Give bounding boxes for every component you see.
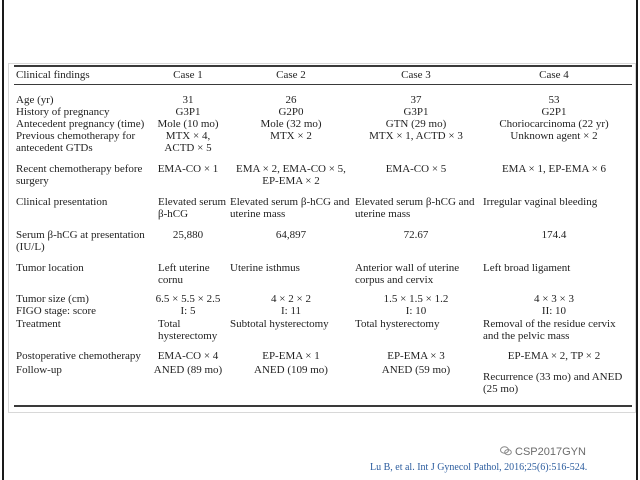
table-cell: EP-EMA × 2 xyxy=(262,175,320,187)
table-cell: Anterior wall of uterine xyxy=(355,262,460,274)
table-cell: EMA-CO × 5 xyxy=(385,163,447,175)
row-label: Postoperative chemotherapy xyxy=(16,350,141,362)
header-case-1: Case 1 xyxy=(173,69,203,81)
table-cell: ANED (109 mo) xyxy=(254,364,328,376)
table-cell: EP-EMA × 3 xyxy=(387,350,445,362)
table-cell: Irregular vaginal bleeding xyxy=(483,196,598,208)
row-label: Antecedent pregnancy (time) xyxy=(16,118,145,130)
row-label: Follow-up xyxy=(16,364,62,376)
table-top-rule xyxy=(14,65,632,67)
table-cell: and the pelvic mass xyxy=(483,330,570,342)
row-label: Tumor size (cm) xyxy=(16,293,89,305)
header-clinical-findings: Clinical findings xyxy=(16,69,90,81)
table-cell: EMA × 2, EMA-CO × 5, xyxy=(236,163,346,175)
row-label: FIGO stage: score xyxy=(16,305,97,317)
table-cell: 25,880 xyxy=(172,229,204,241)
table-cell: MTX × 1, ACTD × 3 xyxy=(369,130,463,142)
table-cell: Elevated serum β-hCG and xyxy=(230,196,350,208)
header-case-4: Case 4 xyxy=(539,69,569,81)
table-cell: 26 xyxy=(285,94,297,106)
table-cell: Uterine isthmus xyxy=(230,262,300,274)
table-cell: (25 mo) xyxy=(483,383,519,395)
table-cell: Removal of the residue cervix xyxy=(483,318,616,330)
wechat-icon xyxy=(500,446,512,456)
slide-border-right xyxy=(636,0,638,480)
table-cell: G3P1 xyxy=(175,106,201,118)
slide-border-left xyxy=(2,0,4,480)
table-cell: corpus and cervix xyxy=(355,274,434,286)
table-header-rule xyxy=(14,84,632,85)
table-cell: MTX × 2 xyxy=(270,130,312,142)
table-cell: Total hysterectomy xyxy=(355,318,440,330)
table-cell: I: 11 xyxy=(280,305,302,317)
table-cell: Elevated serum β-hCG and xyxy=(355,196,475,208)
citation: Lu B, et al. Int J Gynecol Pathol, 2016;25(6):516-524. xyxy=(370,462,588,473)
row-label: Recent chemotherapy before xyxy=(16,163,143,175)
table-cell: Subtotal hysterectomy xyxy=(230,318,329,330)
table-cell: 31 xyxy=(182,94,194,106)
row-label: History of pregnancy xyxy=(16,106,110,118)
table-cell: 53 xyxy=(548,94,560,106)
table-cell: 4 × 2 × 2 xyxy=(271,293,311,305)
table-cell: Elevated serum xyxy=(158,196,227,208)
row-label: Previous chemotherapy for xyxy=(16,130,136,142)
table-cell: 4 × 3 × 3 xyxy=(534,293,574,305)
table-cell: EP-EMA × 1 xyxy=(262,350,320,362)
table-cell: Left broad ligament xyxy=(483,262,571,274)
table-cell: 6.5 × 5.5 × 2.5 xyxy=(155,293,221,305)
table-cell: Mole (10 mo) xyxy=(157,118,219,130)
row-label: Age (yr) xyxy=(16,94,54,106)
row-label: Serum β-hCG at presentation xyxy=(16,229,145,241)
table-cell: uterine mass xyxy=(230,208,286,220)
table-cell: EMA × 1, EP-EMA × 6 xyxy=(501,163,607,175)
table-cell: uterine mass xyxy=(355,208,411,220)
table-cell: Left uterine xyxy=(158,262,210,274)
table-cell: MTX × 4, xyxy=(165,130,211,142)
row-label: antecedent GTDs xyxy=(16,142,93,154)
table-cell: Recurrence (33 mo) and ANED xyxy=(483,371,623,383)
table-cell: Mole (32 mo) xyxy=(260,118,322,130)
table-cell: hysterectomy xyxy=(158,330,218,342)
table-cell: 174.4 xyxy=(541,229,567,241)
table-cell: G2P1 xyxy=(541,106,567,118)
row-label: (IU/L) xyxy=(16,241,45,253)
table-cell: 72.67 xyxy=(403,229,429,241)
table-cell: I: 10 xyxy=(405,305,427,317)
table-cell: G2P0 xyxy=(278,106,304,118)
table-cell: Total xyxy=(158,318,181,330)
table-cell: β-hCG xyxy=(158,208,189,220)
header-case-2: Case 2 xyxy=(276,69,306,81)
table-cell: 37 xyxy=(410,94,422,106)
watermark xyxy=(500,446,586,458)
table-cell: I: 5 xyxy=(180,305,196,317)
row-label: Clinical presentation xyxy=(16,196,108,208)
table-cell: 64,897 xyxy=(275,229,307,241)
row-label: Treatment xyxy=(16,318,61,330)
header-case-3: Case 3 xyxy=(401,69,431,81)
row-label: surgery xyxy=(16,175,49,187)
table-cell: EMA-CO × 4 xyxy=(157,350,219,362)
table-cell: 1.5 × 1.5 × 1.2 xyxy=(383,293,449,305)
table-cell: EP-EMA × 2, TP × 2 xyxy=(507,350,601,362)
table-cell: Choriocarcinoma (22 yr) xyxy=(499,118,609,130)
table-bottom-rule xyxy=(14,405,632,407)
table-cell: GTN (29 mo) xyxy=(385,118,447,130)
watermark-text: CSP2017GYN xyxy=(515,446,586,458)
table-cell: ANED (59 mo) xyxy=(381,364,451,376)
row-label: Tumor location xyxy=(16,262,84,274)
table-cell: II: 10 xyxy=(541,305,567,317)
table-cell: G3P1 xyxy=(403,106,429,118)
table-cell: cornu xyxy=(158,274,184,286)
table-cell: EMA-CO × 1 xyxy=(157,163,219,175)
table-cell: Unknown agent × 2 xyxy=(510,130,598,142)
table-cell: ANED (89 mo) xyxy=(153,364,223,376)
table-cell: ACTD × 5 xyxy=(164,142,212,154)
